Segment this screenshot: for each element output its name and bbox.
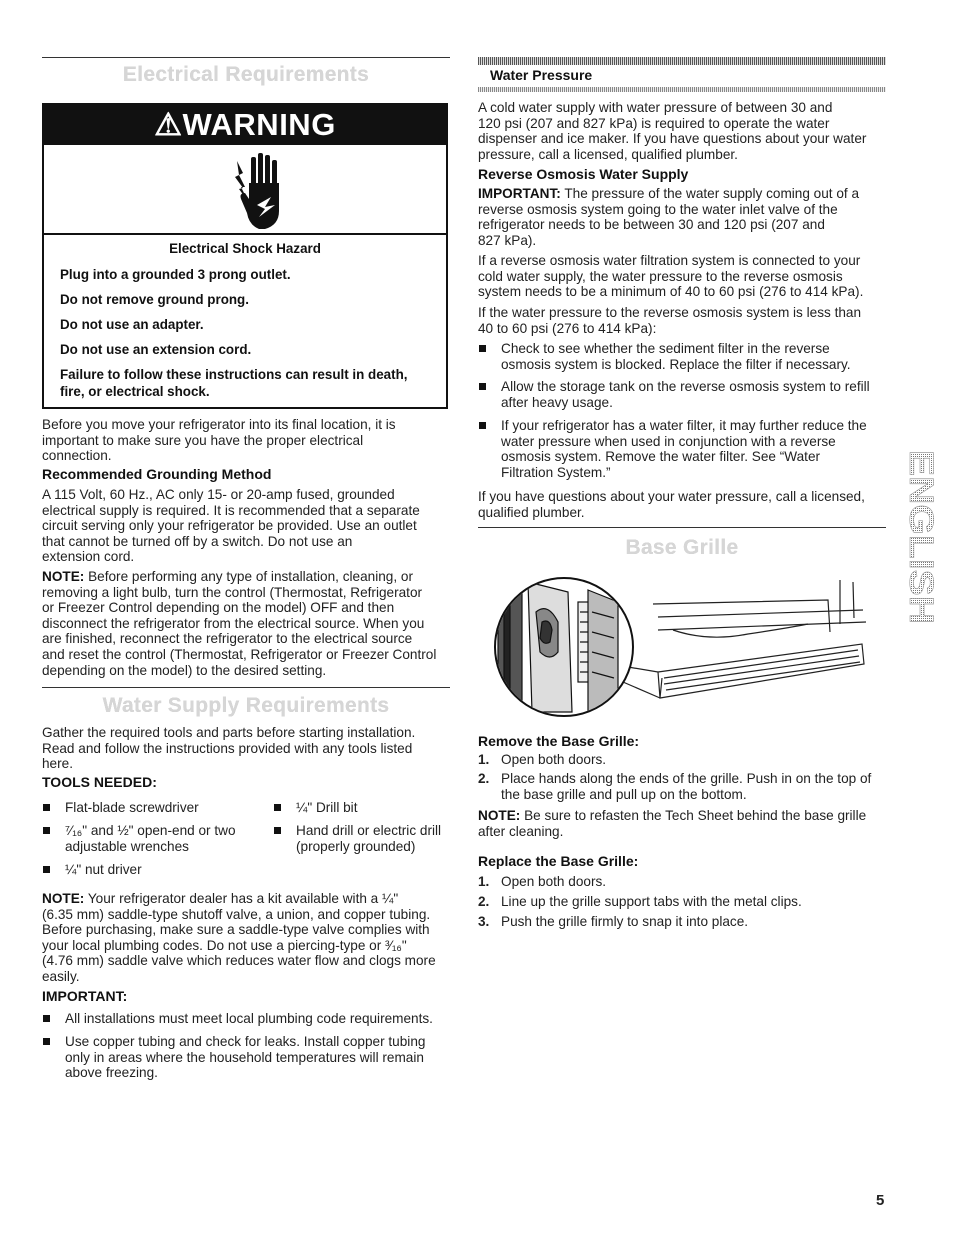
text-line: Before performing any type of installation, cleaning, or (84, 569, 413, 584)
text-line: or Freezer Control depending on the model) OFF and then (42, 600, 395, 616)
tool-item (273, 823, 453, 854)
text-line: Open both doors. (501, 752, 607, 767)
shock-hazard-pictogram (44, 145, 446, 235)
tool-item (273, 800, 453, 816)
hazard-title: Electrical Shock Hazard (169, 241, 321, 256)
base-grille-title: Base Grille (625, 536, 739, 559)
text-line: above freezing. (65, 1065, 158, 1081)
tool-item (42, 800, 257, 816)
warning-line: fire, or electrical shock. (60, 384, 210, 399)
text-line: Before you move your refrigerator into its final location, it is (42, 417, 396, 432)
text-line: Hand drill or electric drill (296, 823, 442, 838)
section-rule-dotted (478, 57, 886, 65)
text-line: cold water supply, the water pressure to the reverse osmosis (478, 268, 843, 284)
warning-line: Do not use an adapter. (60, 317, 204, 332)
water-supply-title: Water Supply Requirements (102, 694, 390, 717)
replace-grille-heading: Replace the Base Grille: (478, 853, 639, 869)
text-line: electrical supply is required. It is recommended that a separate (42, 502, 420, 518)
text-line: Allow the storage tank on the reverse osmosis system to refill (501, 379, 870, 394)
text-line: extension cord. (42, 549, 135, 565)
text-line: Open both doors. (501, 874, 607, 889)
text-line: Use copper tubing and check for leaks. Install copper tubing (65, 1034, 426, 1049)
base-grille-illustration-image (488, 572, 876, 722)
section-rule-dotted (478, 87, 886, 92)
text-line: pressure, call a licensed, qualified plumber. (478, 146, 738, 162)
text-line: connection. (42, 448, 112, 464)
grounding-heading: Recommended Grounding Method (42, 466, 272, 482)
side-tab-graphic (898, 448, 940, 624)
text-line: Flat-blade screwdriver (65, 800, 199, 815)
ro-filter-text (478, 253, 863, 300)
text-line: reverse osmosis system going to the water inlet valve of the (478, 201, 838, 217)
text-line: removing a light bulb, turn the control (Thermostat, Refrigerator (42, 584, 423, 600)
text-line: (properly grounded) (296, 838, 416, 854)
warning-line: Failure to follow these instructions can result in death, (60, 367, 408, 382)
text-line: Read and follow the instructions provided with any tools listed (42, 740, 413, 756)
ro-item (478, 418, 888, 480)
text-line: osmosis system. Remove the water filter. See “Water (501, 449, 821, 465)
text-line: and reset the control (Thermostat, Refrigerator or Freezer Control (42, 646, 437, 662)
text-line: The pressure of the water supply coming out of a (560, 186, 860, 201)
text-line: If the water pressure to the reverse osmosis system is less than (478, 305, 862, 320)
tool-item (42, 862, 257, 878)
page-number: 5 (876, 1192, 885, 1209)
important-label: IMPORTANT: (478, 186, 561, 201)
text-line: circuit serving only your refrigerator be provided. Use an outlet (42, 518, 417, 534)
text-line: Your refrigerator dealer has a kit available with a ¼" (84, 891, 399, 906)
warning-line: Plug into a grounded 3 prong outlet. (60, 267, 291, 282)
text-line: (4.76 mm) saddle valve which reduces water flow and clogs more (42, 953, 436, 969)
section-rule (42, 57, 450, 58)
text-line: If your refrigerator has a water filter, it may further reduce the (501, 418, 867, 433)
text-line: system needs to be a minimum of 40 to 60 psi (276 to 414 kPa). (478, 284, 864, 300)
electrical-requirements-title: Electrical Requirements (122, 63, 370, 86)
ro-item (478, 379, 888, 410)
text-line: the base grille and pull up on the bottom. (501, 786, 747, 802)
step-number: 3. (478, 914, 490, 929)
important-heading: IMPORTANT: (42, 988, 128, 1004)
text-line: dispenser and ice maker. If you have questions about your water (478, 131, 867, 147)
text-line: depending on the model) to the desired setting. (42, 662, 327, 678)
text-line: 120 psi (207 and 827 kPa) is required to operate the water (478, 115, 830, 131)
water-supply-intro (42, 725, 415, 772)
reverse-osmosis-heading: Reverse Osmosis Water Supply (478, 166, 689, 182)
water-pressure-title: Water Pressure (490, 67, 593, 83)
text-line: A 115 Volt, 60 Hz., AC only 15- or 20-amp fused, grounded (42, 487, 395, 502)
text-line: Line up the grille support tabs with the metal clips. (501, 894, 802, 909)
step-number: 1. (478, 874, 490, 889)
base-grille-note (478, 808, 866, 839)
tools-heading: TOOLS NEEDED: (42, 774, 157, 790)
text-line: here. (42, 756, 73, 772)
warning-box (42, 103, 448, 409)
text-line: refrigerator needs to be between 30 and 120 psi (207 and (478, 217, 825, 233)
language-side-tab (898, 448, 940, 624)
water-pressure-intro (478, 100, 866, 162)
ro-less-text (478, 305, 861, 336)
side-tab-text: ENGLISH (902, 450, 940, 602)
text-line: (6.35 mm) saddle-type shutoff valve, a union, and copper tubing. (42, 906, 431, 922)
text-line: Be sure to refasten the Tech Sheet behind the base grille (520, 808, 867, 823)
warning-line: Do not use an extension cord. (60, 342, 252, 357)
text-line: ⁷⁄₁₆" and ½" open-end or two (65, 823, 236, 838)
text-line: 40 to 60 psi (276 to 414 kPa): (478, 320, 657, 336)
text-line: All installations must meet local plumbing code requirements. (65, 1011, 433, 1026)
note-label: NOTE: (478, 808, 521, 823)
remove-step (478, 771, 888, 802)
replace-step (478, 894, 888, 910)
grounding-text (42, 487, 420, 565)
electrical-intro (42, 417, 396, 464)
remove-grille-heading: Remove the Base Grille: (478, 733, 640, 749)
note-label: NOTE: (42, 891, 85, 906)
note-label: NOTE: (42, 569, 85, 584)
water-pressure-closing (478, 489, 865, 520)
warning-heading: ⚠WARNING (44, 105, 446, 145)
ro-important (478, 186, 859, 248)
text-line: Filtration System.” (501, 464, 611, 480)
text-line: Place hands along the ends of the grille. Push in on the top of (501, 771, 872, 786)
text-line: your local plumbing codes. Do not use a piercing-type or ³⁄₁₆" (42, 937, 407, 953)
electric-shock-hand-icon (44, 145, 446, 235)
important-item (42, 1034, 452, 1081)
replace-step (478, 914, 888, 930)
important-item (42, 1011, 452, 1027)
replace-step (478, 874, 888, 890)
warning-line: Do not remove ground prong. (60, 292, 249, 307)
text-line: are finished, reconnect the refrigerator to the electrical source (42, 631, 413, 647)
text-line: only in areas where the household temperatures will remain (65, 1049, 424, 1065)
text-line: Before purchasing, make sure a saddle-type valve complies with (42, 922, 430, 938)
base-grille-illustration (488, 572, 876, 722)
text-line: A cold water supply with water pressure of between 30 and (478, 100, 833, 115)
text-line: water pressure when used in conjunction with a reverse (501, 433, 836, 449)
text-line: easily. (42, 968, 80, 984)
text-line: osmosis system is blocked. Replace the filter if necessary. (501, 356, 851, 372)
text-line: qualified plumber. (478, 504, 585, 520)
text-line: after cleaning. (478, 823, 564, 839)
text-line: Gather the required tools and parts before starting installation. (42, 725, 416, 740)
text-line: 827 kPa). (478, 232, 537, 248)
text-line: important to make sure you have the proper electrical (42, 432, 364, 448)
step-number: 2. (478, 894, 490, 909)
text-line: adjustable wrenches (65, 838, 189, 854)
electrical-note (42, 569, 436, 678)
remove-step (478, 752, 888, 768)
step-number: 1. (478, 752, 490, 767)
tool-item (42, 823, 257, 854)
text-line: after heavy usage. (501, 394, 613, 410)
text-line: Push the grille firmly to snap it into place. (501, 914, 749, 929)
text-line: ¼" nut driver (65, 862, 142, 877)
text-line: disconnect the refrigerator from the electrical source. When you (42, 615, 425, 631)
text-line: that cannot be turned off by a switch. Do not use an (42, 533, 353, 549)
section-rule (478, 527, 886, 528)
text-line: If a reverse osmosis water filtration system is connected to your (478, 253, 861, 268)
ro-item (478, 341, 888, 372)
water-supply-note (42, 891, 436, 985)
text-line: If you have questions about your water pressure, call a licensed, (478, 489, 865, 504)
text-line: ¼" Drill bit (296, 800, 358, 815)
section-rule (42, 687, 450, 688)
text-line: Check to see whether the sediment filter in the reverse (501, 341, 830, 356)
step-number: 2. (478, 771, 490, 786)
